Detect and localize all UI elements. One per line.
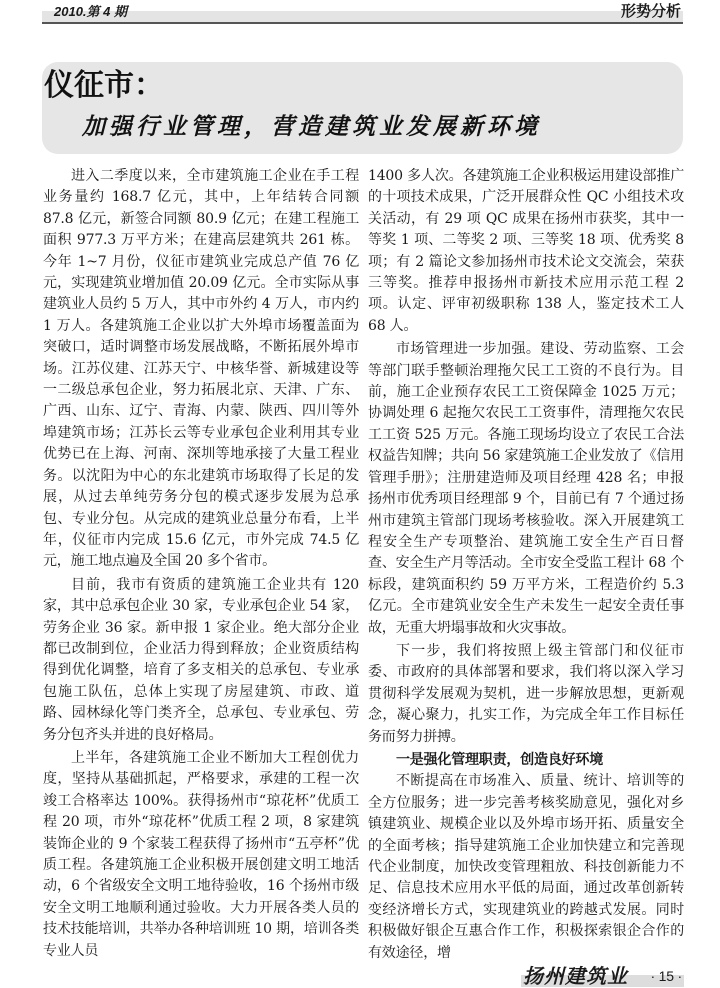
paragraph: 市场管理进一步加强。建设、劳动监察、工会等部门联手整顿治理拖欠民工工资的不良行为。目前，施工企业预存农民工工资保障金 1025 万元；协调处理 6 起拖欠农民工工资事件，清理拖欠农民工工资 525 万元。各施工现场均设立了农民工合法权益告知牌；共向 56 家建筑施工企业发放了《信用管理手册》；注册建造师及项目经理 428 名；申报扬州市优秀项目经理部 9 个，目前已有 7 个通过扬州市建筑主管部门现场考核验收。深入开展建筑工程安全生产专项整治、建筑施工安全生产百日督查、安全生产月等活动。全市安全受监工程计 68 个标段，建筑面积约 59 万平方米，工程造价约 5.3 亿元。全市建筑业安全生产未发生一起安全责任事故，无重大坍塌事故和火灾事故。: [368, 341, 684, 636]
running-header: [42, 0, 683, 24]
paragraph: 下一步，我们将按照上级主管部门和仪征市委、市政府的具体部署和要求，我们将以深入学习贯彻科学发展观为契机，进一步解放思想，更新观念，凝心聚力，扎实工作，为完成全年工作目标任务而努力拼搏。: [368, 642, 684, 745]
paragraph-continuation: 1400 多人次。各建筑施工企业积极运用建设部推广的十项技术成果，广泛开展群众性 QC 小组技术攻关活动，有 29 项 QC 成果在扬州市获奖，其中一等奖 1 项、二等奖 2 项、三等奖 18 项、优秀奖 8 项；有 2 篇论文参加扬州市技术论文交流会，荣获三等奖。推荐申报扬州市新技术应用示范工程 2 项。认定、评审初级职称 138 人，鉴定技术工人 68 人。: [368, 168, 684, 334]
magazine-logo: 扬州建筑业: [523, 964, 628, 988]
paragraph: 进入二季度以来，全市建筑施工企业在手工程业务量约 168.7 亿元，其中，上年结转合同额 87.8 亿元，新签合同额 80.9 亿元；在建工程施工面积 977.3 万平方米；在建高层建筑共 261 栋。今年 1~7 月份，仪征市建筑业完成总产值 76 亿元，实现建筑业增加值 20.09 亿元。全市实际从事建筑业人员约 5 万人，其中市外约 4 万人，市内约 1 万人。各建筑施工企业以扩大外埠市场覆盖面为突破口，适时调整市场发展战略，不断拓展外埠市场。江苏仪建、江苏天宁、中核华誉、新城建设等一二级总承包企业，努力拓展北京、天津、广东、广西、山东、辽宁、青海、内蒙、陕西、四川等外埠建筑市场；江苏长云等专业承包企业利用其专业优势已在上海、河南、深圳等地承接了大量工程业务。以沈阳为中心的东北建筑市场取得了长足的发展，从过去单纯劳务分包的模式逐步发展为总承包、专业分包。从完成的建筑业总量分布看，上半年，仪征市内完成 15.6 亿元，市外完成 74.5 亿元，施工地点遍及全国 20 多个省市。: [43, 168, 359, 570]
issue-number: 2010.第 4 期: [54, 4, 127, 19]
paragraph: 不断提高在市场准入、质量、统计、培训等的全方位服务；进一步完善考核奖励意见，强化对乡镇建筑业、规模企业以及外埠市场开拓、质量安全的全面考核；指导建筑施工企业加快建立和完善现代企业制度，加快改变管理粗放、科技创新能力不足、信息技术应用水平低的局面，通过改革创新转变经济增长方式，实现建筑业的跨越式发展。同时积极做好银企互惠合作工作，积极探索银企合作的有效途径，增: [368, 773, 684, 961]
page-footer: [521, 966, 684, 988]
paragraph: 上半年，各建筑施工企业不断加大工程创优力度，坚持从基础抓起，严格要求，承建的工程一次竣工合格率达 100%。获得扬州市“琼花杯”优质工程 20 项，市外“琼花杯”优质工程 2 项，8 家建筑装饰企业的 9 个家装工程获得了扬州市“五亭杯”优质工程。各建筑施工企业积极开展创建文明工地活动，6 个省级安全文明工地待验收，16 个扬州市级安全文明工地顺利通过验收。大力开展各类人员的技术技能培训，共举办各种培训班 10 期，培训各类专业人员: [43, 749, 359, 959]
article-subtitle: 加强行业管理，营造建筑业发展新环境: [82, 113, 541, 140]
article-title-box: [42, 62, 683, 154]
paragraph: 目前，我市有资质的建筑施工企业共有 120 家，其中总承包企业 30 家，专业承包企业 54 家，劳务企业 36 家。新申报 1 家企业。绝大部分企业都已改制到位，企业活力得到释放；企业资质结构得到优化调整，培育了多支相关的总承包、专业承包施工队伍，总体上实现了房屋建筑、市政、道路、园林绿化等门类齐全，总承包、专业承包、劳务分包齐头并进的良好格局。: [43, 576, 359, 743]
page-number: · 15 ·: [650, 968, 682, 985]
right-column: [368, 166, 684, 988]
left-column: [43, 166, 359, 964]
article-title: 仪征市：: [44, 68, 164, 103]
section-subheading: 一是强化管理职责，创造良好环境: [396, 751, 603, 768]
section-name: 形势分析: [620, 2, 681, 20]
